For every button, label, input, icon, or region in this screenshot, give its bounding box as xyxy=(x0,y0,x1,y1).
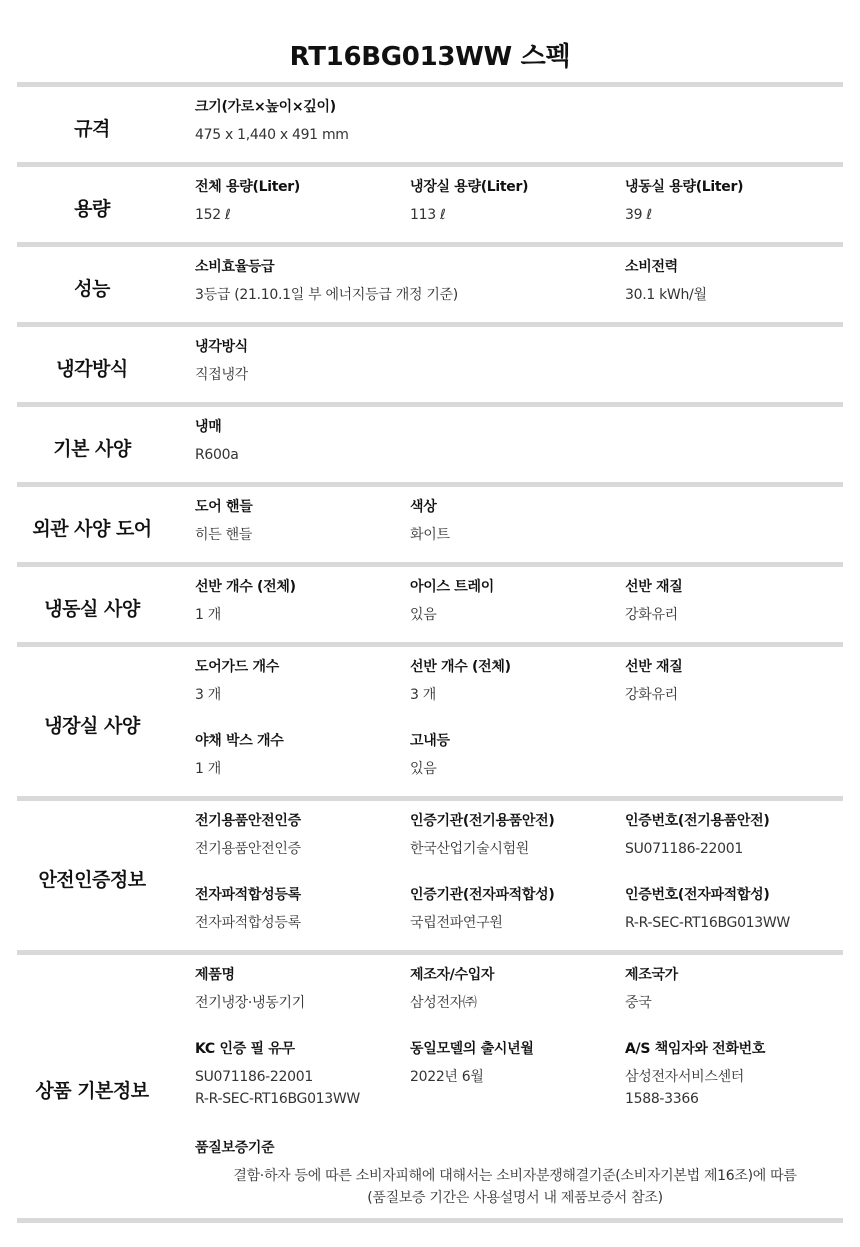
spec-item xyxy=(410,1040,625,1088)
spec-item xyxy=(195,418,410,466)
section-size xyxy=(17,87,843,162)
spec-label: 인증기관(전자파적합성) xyxy=(410,887,555,903)
section-product xyxy=(17,955,843,1218)
spec-item xyxy=(625,886,840,934)
spec-value: 3등급 (21.10.1일 부 에너지등급 개정 기준) xyxy=(195,287,458,303)
spec-label: 선반 재질 xyxy=(625,659,683,675)
spec-value: 삼성전자서비스센터 xyxy=(625,1069,745,1085)
section-label: 기본 사양 xyxy=(53,438,131,460)
section-performance xyxy=(17,247,843,322)
spec-value: 전기냉장·냉동기기 xyxy=(195,995,305,1011)
spec-label: A/S 책임자와 전화번호 xyxy=(625,1041,766,1057)
quality-assurance-text xyxy=(195,1165,835,1209)
spec-value: 30.1 kWh/월 xyxy=(625,287,707,303)
spec-value: 중국 xyxy=(625,995,652,1011)
section-label: 냉장실 사양 xyxy=(44,715,140,737)
section-fridge xyxy=(17,647,843,796)
spec-label: 인증번호(전기용품안전) xyxy=(625,813,770,829)
section-label: 용량 xyxy=(74,198,110,220)
spec-item xyxy=(625,658,840,706)
spec-item xyxy=(625,578,840,626)
section-basic xyxy=(17,407,843,482)
spec-item xyxy=(410,732,625,780)
spec-value: 강화유리 xyxy=(625,607,678,623)
section-label: 상품 기본정보 xyxy=(35,1080,149,1102)
section-freezer xyxy=(17,567,843,642)
spec-item xyxy=(410,812,625,860)
spec-label: 소비효율등급 xyxy=(195,259,275,275)
spec-value: 1 개 xyxy=(195,607,221,623)
spec-value: 있음 xyxy=(410,607,437,623)
spec-item xyxy=(410,658,625,706)
spec-item xyxy=(195,812,410,860)
spec-value: 2022년 6월 xyxy=(410,1069,484,1085)
spec-item xyxy=(195,178,410,226)
qa-line-1: 결함·하자 등에 따른 소비자피해에 대해서는 소비자분쟁해결기준(소비자기본법 제16조)에 따름 xyxy=(233,1168,797,1184)
spec-label: 냉각방식 xyxy=(195,339,248,355)
spec-value: 국립전파연구원 xyxy=(410,915,503,931)
page-title: RT16BG013WW 스펙 xyxy=(289,42,571,72)
spec-label: 도어가드 개수 xyxy=(195,659,279,675)
spec-item xyxy=(410,578,625,626)
spec-label: 크기(가로×높이×깊이) xyxy=(195,99,336,115)
spec-value: 있음 xyxy=(410,761,437,777)
section-label: 성능 xyxy=(74,278,110,300)
section-label: 규격 xyxy=(74,118,110,140)
spec-item xyxy=(195,578,410,626)
section-safety xyxy=(17,801,843,950)
spec-label: 도어 핸들 xyxy=(195,499,253,515)
spec-value-line2: 1588-3366 xyxy=(625,1091,699,1107)
spec-label: 전기용품안전인증 xyxy=(195,813,301,829)
spec-value: SU071186-22001 xyxy=(195,1069,313,1085)
spec-label: 전자파적합성등록 xyxy=(195,887,301,903)
spec-item xyxy=(195,1139,410,1157)
spec-item xyxy=(195,258,625,306)
spec-value: 삼성전자㈜ xyxy=(410,995,477,1011)
spec-label: 냉장실 용량(Liter) xyxy=(410,179,529,195)
spec-item xyxy=(410,886,625,934)
spec-item xyxy=(195,338,410,386)
spec-item xyxy=(195,886,410,934)
spec-label: 고내등 xyxy=(410,733,450,749)
spec-value: 113 ℓ xyxy=(410,207,446,223)
spec-item xyxy=(625,1040,840,1110)
spec-value: 39 ℓ xyxy=(625,207,652,223)
spec-item xyxy=(625,812,840,860)
spec-value: 전기용품안전인증 xyxy=(195,841,301,857)
section-cooling xyxy=(17,327,843,402)
spec-item xyxy=(410,178,625,226)
spec-value: 화이트 xyxy=(410,527,450,543)
spec-item xyxy=(195,732,410,780)
section-divider xyxy=(17,1218,843,1223)
section-label: 안전인증정보 xyxy=(38,869,146,891)
qa-line-2: (품질보증 기간은 사용설명서 내 제품보증서 참조) xyxy=(367,1190,663,1206)
spec-value: SU071186-22001 xyxy=(625,841,743,857)
spec-label: 냉동실 용량(Liter) xyxy=(625,179,744,195)
spec-value: R-R-SEC-RT16BG013WW xyxy=(625,915,790,931)
spec-value: 3 개 xyxy=(195,687,221,703)
spec-item xyxy=(195,658,410,706)
spec-label: 전체 용량(Liter) xyxy=(195,179,300,195)
spec-value: 직접냉각 xyxy=(195,367,248,383)
section-label: 냉동실 사양 xyxy=(44,598,140,620)
spec-item xyxy=(410,966,625,1014)
spec-value: R600a xyxy=(195,447,239,463)
spec-value: 전자파적합성등록 xyxy=(195,915,301,931)
section-label: 외관 사양 도어 xyxy=(32,518,152,540)
spec-value: 152 ℓ xyxy=(195,207,231,223)
spec-label: 제조국가 xyxy=(625,967,678,983)
spec-value: 히든 핸들 xyxy=(195,527,253,543)
spec-label: 제조자/수입자 xyxy=(410,967,495,983)
spec-label: 선반 재질 xyxy=(625,579,683,595)
section-label: 냉각방식 xyxy=(56,358,128,380)
spec-item xyxy=(410,498,625,546)
spec-item xyxy=(195,498,410,546)
spec-label: 동일모델의 출시년월 xyxy=(410,1041,534,1057)
spec-value: 한국산업기술시험원 xyxy=(410,841,530,857)
spec-label: KC 인증 필 유무 xyxy=(195,1041,295,1057)
spec-label: 야채 박스 개수 xyxy=(195,733,284,749)
spec-label: 품질보증기준 xyxy=(195,1140,275,1156)
spec-label: 인증번호(전자파적합성) xyxy=(625,887,770,903)
section-exterior xyxy=(17,487,843,562)
section-capacity xyxy=(17,167,843,242)
spec-label: 제품명 xyxy=(195,967,235,983)
spec-value: 3 개 xyxy=(410,687,436,703)
spec-item xyxy=(195,98,625,146)
spec-item xyxy=(625,258,840,306)
spec-value: 1 개 xyxy=(195,761,221,777)
spec-label: 냉매 xyxy=(195,419,222,435)
spec-item xyxy=(195,966,410,1014)
spec-item xyxy=(625,178,840,226)
spec-label: 소비전력 xyxy=(625,259,678,275)
spec-item xyxy=(625,966,840,1014)
spec-label: 인증기관(전기용품안전) xyxy=(410,813,555,829)
spec-label: 아이스 트레이 xyxy=(410,579,494,595)
spec-label: 선반 개수 (전체) xyxy=(410,659,511,675)
spec-label: 선반 개수 (전체) xyxy=(195,579,296,595)
spec-label: 색상 xyxy=(410,499,437,515)
spec-value: 475 x 1,440 x 491 mm xyxy=(195,127,349,143)
spec-value-line2: R-R-SEC-RT16BG013WW xyxy=(195,1091,360,1107)
spec-value: 강화유리 xyxy=(625,687,678,703)
spec-item xyxy=(195,1040,410,1110)
